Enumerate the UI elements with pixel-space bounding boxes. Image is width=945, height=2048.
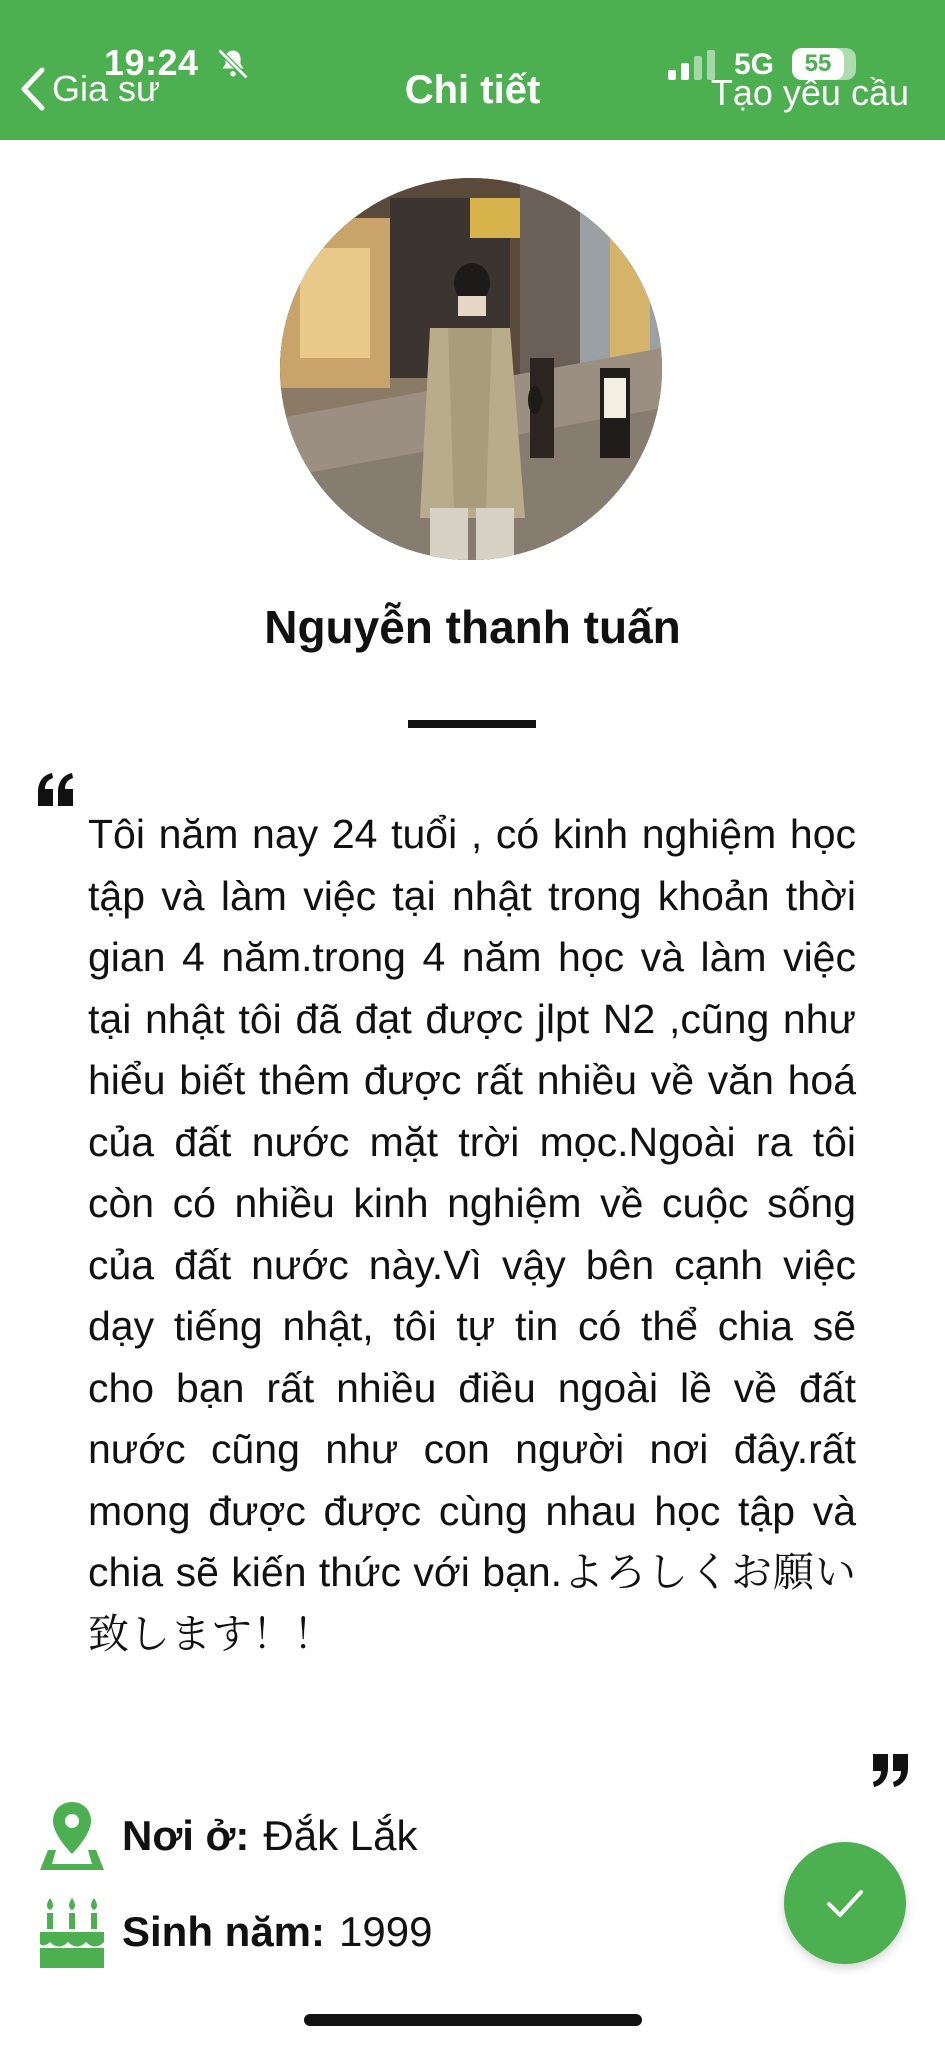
quote-open-icon: [36, 772, 76, 808]
status-time: 19:24: [104, 42, 199, 83]
confirm-fab-button[interactable]: [784, 1842, 906, 1964]
page-title: Chi tiết: [404, 68, 541, 112]
birthday-cake-icon: [36, 1894, 108, 1970]
location-label: Nơi ở:: [122, 1812, 250, 1859]
birth-year-value: 1999: [339, 1908, 433, 1955]
network-type: 5G: [734, 48, 775, 81]
birth-year-row: [36, 1894, 432, 1970]
tutor-bio: Tôi năm nay 24 tuổi , có kinh nghiệm học tập và làm việc tại nhật trong khoản thời gian 4 năm.trong 4 năm học và làm việc tại nhật tôi đã đạt được jlpt N2 ,cũng như hiểu biết thêm được rất nhiều về văn hoá của đất nước mặt trời mọc.Ngoài ra tôi còn có nhiều kinh nghiệm về cuộc sống của đất nước này.Vì vậy bên cạnh việc dạy tiếng nhật, tôi tự tin có thể chia sẽ cho bạn rất nhiều điều ngoài lề về đất nước cũng như con người nơi đây.rất mong được được cùng nhau học tập và chia sẽ kiến thức với bạn.よろしくお願い致します！！: [88, 811, 856, 1657]
location-pin-icon: [36, 1800, 108, 1872]
home-indicator: [304, 2014, 642, 2026]
app-header: [0, 0, 945, 140]
location-value: Đắk Lắk: [263, 1812, 418, 1859]
back-label: Gia sư: [52, 68, 161, 109]
tutor-name: Nguyễn thanh tuấn: [264, 601, 681, 653]
location-row: [36, 1800, 417, 1872]
create-request-button[interactable]: Tạo yêu cầu: [710, 72, 909, 113]
avatar: [280, 178, 662, 560]
name-divider: [408, 720, 536, 728]
birth-year-label: Sinh năm:: [122, 1908, 326, 1955]
quote-close-icon: [870, 1752, 910, 1788]
checkmark-icon: [821, 1879, 869, 1927]
battery-level: 55: [792, 48, 844, 80]
